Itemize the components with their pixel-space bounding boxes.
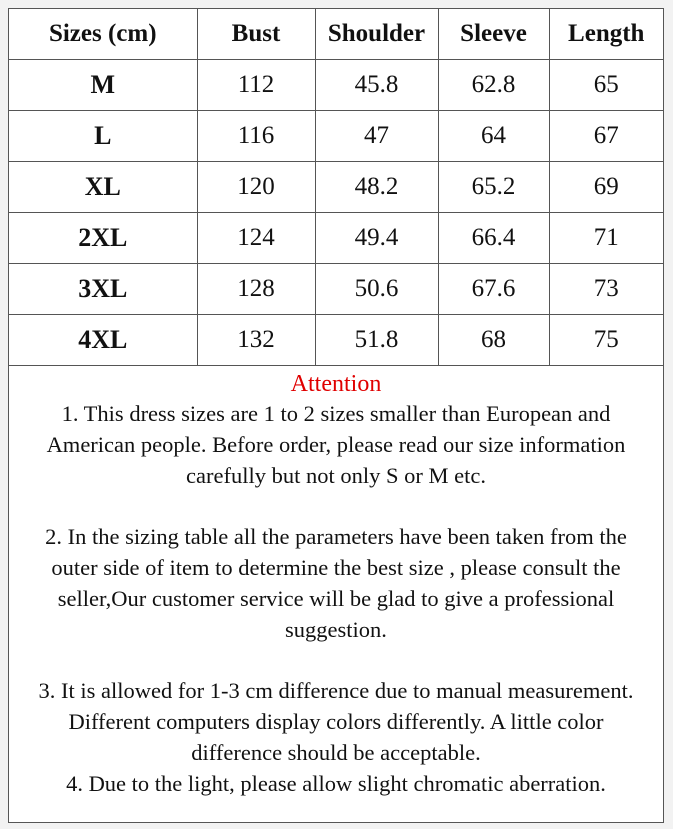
note-1: 1. This dress sizes are 1 to 2 sizes smaller than European and American people. Before order, please read our size information carefully but not only S or M etc. bbox=[46, 401, 626, 488]
shoulder-value: 49.4 bbox=[315, 213, 438, 264]
sleeve-value: 64 bbox=[438, 111, 549, 162]
bust-value: 116 bbox=[197, 111, 315, 162]
attention-notes bbox=[9, 369, 663, 799]
length-value: 73 bbox=[549, 264, 663, 315]
note-3: 3. It is allowed for 1-3 cm difference due to manual measurement. Different computers display colors differently. A little color difference should be acceptable. bbox=[38, 678, 634, 765]
length-value: 71 bbox=[549, 213, 663, 264]
size-label: 3XL bbox=[9, 264, 197, 315]
table-header-row bbox=[9, 9, 663, 60]
size-chart-sheet bbox=[8, 8, 664, 823]
shoulder-value: 47 bbox=[315, 111, 438, 162]
length-value: 67 bbox=[549, 111, 663, 162]
sleeve-value: 62.8 bbox=[438, 60, 549, 111]
sleeve-value: 66.4 bbox=[438, 213, 549, 264]
table-row bbox=[9, 162, 663, 213]
spacer bbox=[9, 491, 663, 522]
bust-value: 120 bbox=[197, 162, 315, 213]
table-row bbox=[9, 264, 663, 315]
size-label: 2XL bbox=[9, 213, 197, 264]
length-value: 75 bbox=[549, 315, 663, 366]
size-label: M bbox=[9, 60, 197, 111]
attention-heading: Attention bbox=[290, 371, 382, 397]
table-row bbox=[9, 315, 663, 366]
table-row bbox=[9, 213, 663, 264]
note-4: 4. Due to the light, please allow slight chromatic aberration. bbox=[66, 770, 606, 796]
size-label: L bbox=[9, 111, 197, 162]
sleeve-value: 68 bbox=[438, 315, 549, 366]
table-row bbox=[9, 60, 663, 111]
bust-value: 112 bbox=[197, 60, 315, 111]
sleeve-value: 65.2 bbox=[438, 162, 549, 213]
size-label: XL bbox=[9, 162, 197, 213]
size-label: 4XL bbox=[9, 315, 197, 366]
shoulder-value: 45.8 bbox=[315, 60, 438, 111]
shoulder-value: 50.6 bbox=[315, 264, 438, 315]
header-shoulder: Shoulder bbox=[315, 9, 438, 60]
header-bust: Bust bbox=[197, 9, 315, 60]
size-table bbox=[9, 9, 663, 366]
length-value: 65 bbox=[549, 60, 663, 111]
note-2: 2. In the sizing table all the parameters have been taken from the outer side of item to determine the best size , please consult the seller,Our customer service will be glad to give a professional suggestion. bbox=[45, 524, 627, 642]
bust-value: 124 bbox=[197, 213, 315, 264]
length-value: 69 bbox=[549, 162, 663, 213]
table-row bbox=[9, 111, 663, 162]
spacer bbox=[9, 645, 663, 676]
header-sizes: Sizes (cm) bbox=[9, 9, 197, 60]
sleeve-value: 67.6 bbox=[438, 264, 549, 315]
bust-value: 128 bbox=[197, 264, 315, 315]
shoulder-value: 48.2 bbox=[315, 162, 438, 213]
bust-value: 132 bbox=[197, 315, 315, 366]
header-length: Length bbox=[549, 9, 663, 60]
header-sleeve: Sleeve bbox=[438, 9, 549, 60]
shoulder-value: 51.8 bbox=[315, 315, 438, 366]
